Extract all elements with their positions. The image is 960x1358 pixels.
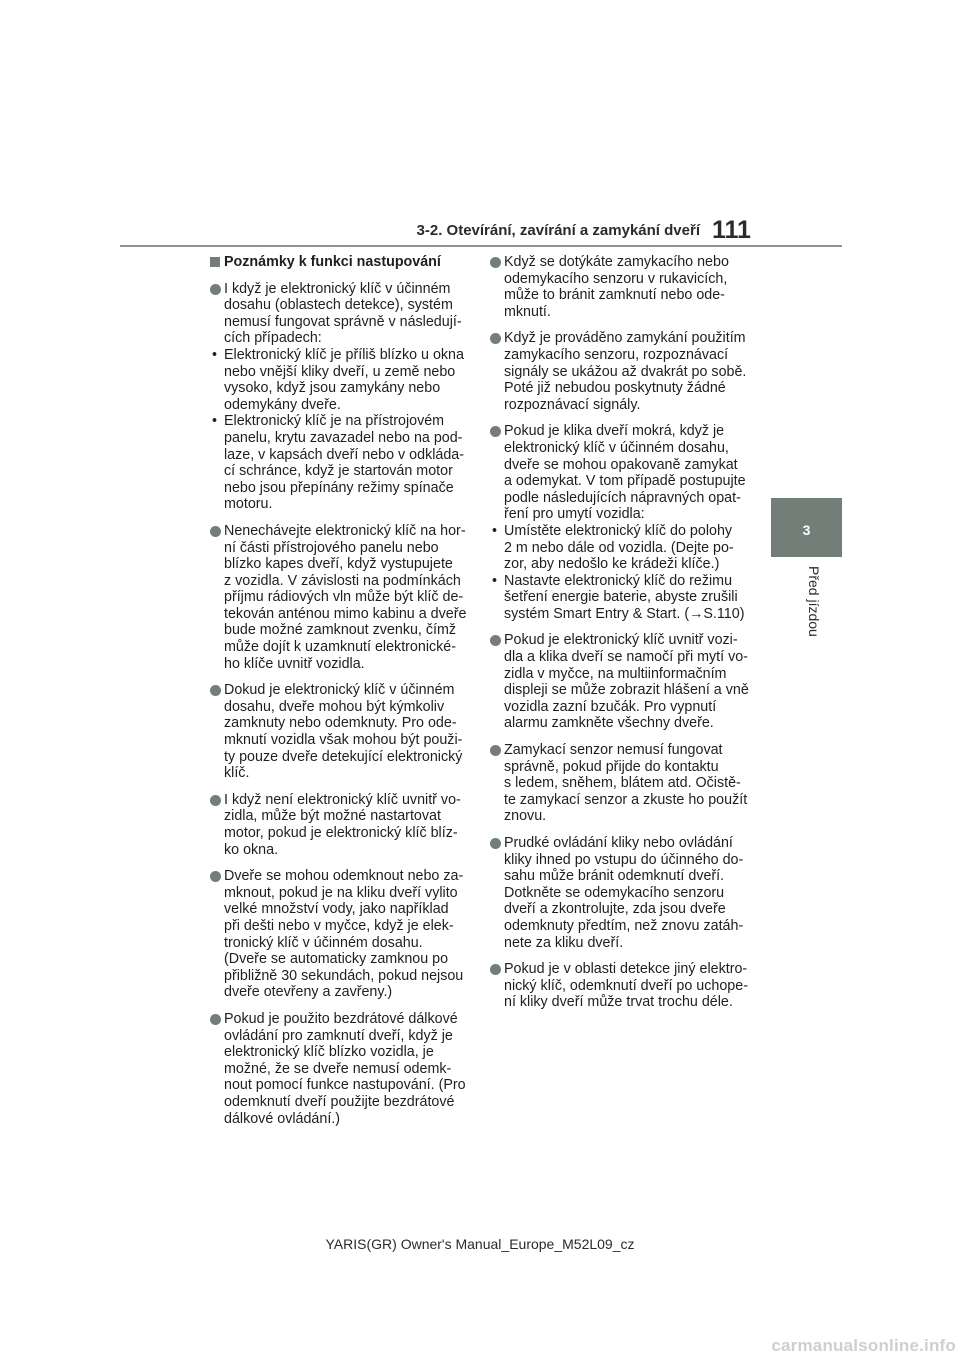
text-line: Zamykací senzor nemusí fungovat xyxy=(504,742,723,759)
text-line: příjmu rádiových vln může být klíč de- xyxy=(224,589,464,606)
chapter-tab xyxy=(771,498,842,557)
text-line: panelu, krytu zavazadel nebo na pod- xyxy=(224,429,463,446)
text-line: a odemykat. V tom případě postupujte xyxy=(504,473,746,490)
text-line: správně, pokud přijde do kontaktu xyxy=(504,758,719,775)
manual-id: YARIS(GR) Owner's Manual_Europe_M52L09_cz xyxy=(325,1236,635,1252)
text-line: bude možné zamknout zvenku, čímž xyxy=(224,622,457,639)
text-line: mknutí vozidla však mohou být použi- xyxy=(224,732,463,749)
text-line: Pokud je použito bezdrátové dálkové xyxy=(224,1010,458,1027)
text-line: nebo vnější kliky dveří, u země nebo xyxy=(224,363,456,380)
text-line: Když je prováděno zamykání použitím xyxy=(504,330,746,347)
sub-bullet xyxy=(490,523,752,573)
heading-text: Poznámky k funkci nastupování xyxy=(224,254,441,270)
text-line: vozidla zazní bzučák. Pro vypnutí xyxy=(504,698,717,715)
text-line: zidla, může být možné nastartovat xyxy=(224,808,441,825)
page-number: 111 xyxy=(712,216,751,244)
note-item xyxy=(490,254,752,320)
text-line: dosahu, dveře mohou být kýmkoliv xyxy=(224,698,445,715)
text-line: Nenechávejte elektronický klíč na hor- xyxy=(224,522,466,539)
note-item xyxy=(490,835,752,951)
text-line: displeji se může zobrazit hlášení a vně xyxy=(504,682,749,699)
text-line: zamykacího senzoru, rozpoznávací xyxy=(504,346,729,363)
text-line: kliky ihned po vstupu do účinného do- xyxy=(504,851,744,868)
text-line: nout pomocí funkce nastupování. (Pro xyxy=(224,1077,466,1094)
text-line: tronický klíč v účinném dosahu. xyxy=(224,934,423,951)
section-title: 3-2. Otevírání, zavírání a zamykání dveří xyxy=(416,222,700,239)
round-bullet-icon xyxy=(490,635,501,646)
text-line: možné, že se dveře nemusí odemk- xyxy=(224,1060,452,1077)
text-line: odemknutí dveří použijte bezdrátové xyxy=(224,1093,455,1110)
text-line: Elektronický klíč je na přístrojovém xyxy=(224,413,445,430)
text-line: velké množství vody, jako například xyxy=(224,901,449,918)
text-line: blízko kapes dveří, když vystupujete xyxy=(224,556,453,573)
text-line: elektronický klíč blízko vozidla, je xyxy=(224,1044,434,1061)
chapter-number: 3 xyxy=(802,522,811,538)
text-line: dálkové ovládání.) xyxy=(224,1110,341,1127)
text-line: zor, aby nedošlo ke krádeži klíče.) xyxy=(504,556,720,573)
text-line: signály se ukážou až dvakrát po sobě. xyxy=(504,363,747,380)
text-line: (Dveře se automaticky zamknou po xyxy=(224,951,449,968)
text-line: Prudké ovládání kliky nebo ovládání xyxy=(504,835,733,851)
note-item xyxy=(490,330,752,413)
note-text xyxy=(224,868,472,1001)
note-item xyxy=(210,682,472,782)
text-line: I když je elektronický klíč v účinném xyxy=(224,280,451,297)
text-line: cí schránce, když je startován motor xyxy=(224,463,453,480)
note-item xyxy=(490,742,752,825)
text-line: přibližně 30 sekundách, pokud nejsou xyxy=(224,967,464,984)
note-text xyxy=(504,423,752,523)
sub-bullet-text xyxy=(504,573,752,623)
note-text xyxy=(224,523,472,672)
round-bullet-icon xyxy=(210,795,221,806)
text-line: ko okna. xyxy=(224,841,279,858)
watermark: carmanualsonline.info xyxy=(771,1336,956,1355)
note-text xyxy=(504,254,752,320)
note-item xyxy=(490,632,752,732)
round-bullet-icon xyxy=(210,871,221,882)
text-line: tekován anténou mimo kabinu a dveře xyxy=(224,605,467,622)
round-bullet-icon xyxy=(210,1014,221,1025)
text-line: te zamykací senzor a zkuste ho použít xyxy=(504,791,748,808)
text-line: s ledem, sněhem, blátem atd. Očistě- xyxy=(504,775,741,792)
header-rule xyxy=(120,245,842,247)
text-line: dveří a zkontrolujte, zda jsou dveře xyxy=(504,901,726,918)
round-bullet-icon xyxy=(210,685,221,696)
round-bullet-icon xyxy=(490,426,501,437)
round-bullet-icon xyxy=(490,745,501,756)
note-item xyxy=(210,1011,472,1127)
note-text xyxy=(224,1011,472,1127)
note-text xyxy=(224,792,472,858)
text-line: dveře otevřeny a zavřeny.) xyxy=(224,984,393,1001)
text-line: odemknuty předtím, než znovu zatáh- xyxy=(504,917,744,934)
text-line: ní kliky dveří může trvat trochu déle. xyxy=(504,994,733,1011)
text-line: dosahu (oblastech detekce), systém xyxy=(224,297,453,314)
text-line: ovládání pro zamknutí dveří, když je xyxy=(224,1027,453,1044)
text-line: dveře se mohou opakovaně zamykat xyxy=(504,456,738,473)
note-text xyxy=(504,330,752,413)
note-item xyxy=(210,281,472,513)
text-line: zidla v myčce, na multiinformačním xyxy=(504,665,727,682)
text-line: nický klíč, odemknutí dveří po uchope- xyxy=(504,977,748,994)
text-line: vysoko, když jsou zamykány nebo xyxy=(224,380,441,397)
text-line: zamknuty nebo odemknuty. Pro ode- xyxy=(224,715,457,732)
text-line: Dveře se mohou odemknout nebo za- xyxy=(224,868,464,885)
text-line: Poté již nebudou poskytnuty žádné xyxy=(504,380,726,397)
text-line: motor, pokud je elektronický klíč blíz- xyxy=(224,825,458,841)
note-text xyxy=(504,835,752,951)
text-line: rozpoznávací signály. xyxy=(504,396,641,413)
text-line: Dokud je elektronický klíč v účinném xyxy=(224,682,455,699)
sub-bullet xyxy=(490,573,752,623)
square-bullet-icon xyxy=(210,257,220,267)
text-line: podle následujících nápravných opat- xyxy=(504,489,741,506)
text-line: může dojít k uzamknutí elektronické- xyxy=(224,639,457,656)
text-line: ho klíče uvnitř vozidla. xyxy=(224,655,365,672)
note-text xyxy=(224,682,472,782)
text-line: při dešti nebo v myčce, když je elek- xyxy=(224,917,454,934)
note-item xyxy=(210,868,472,1001)
right-column xyxy=(490,254,752,1021)
text-line: šetření energie baterie, abyste zrušili xyxy=(504,589,738,606)
text-line: nemusí fungovat správně v následují- xyxy=(224,313,462,330)
text-line: cích případech: xyxy=(224,330,322,347)
text-line: Když se dotýkáte zamykacího nebo xyxy=(504,254,729,270)
note-text xyxy=(504,632,752,732)
note-item xyxy=(490,961,752,1011)
text-line: Umístěte elektronický klíč do polohy xyxy=(504,522,733,539)
text-line: nete za kliku dveří. xyxy=(504,934,624,951)
sub-bullet-text xyxy=(224,347,472,413)
text-line: Dotkněte se odemykacího senzoru xyxy=(504,884,725,901)
text-line: odemykány dveře. xyxy=(224,396,341,413)
text-line: odemykacího senzoru v rukavicích, xyxy=(504,270,728,287)
note-text xyxy=(224,281,472,347)
text-line: mknout, pokud je na kliku dveří vylito xyxy=(224,884,458,901)
sub-bullet xyxy=(210,413,472,513)
note-item xyxy=(210,792,472,858)
bullet-icon: • xyxy=(212,413,218,430)
sub-bullet-text xyxy=(224,413,472,513)
round-bullet-icon xyxy=(490,964,501,975)
text-line: může to bránit zamknutí nebo ode- xyxy=(504,287,725,304)
round-bullet-icon xyxy=(490,838,501,849)
text-line: Pokud je v oblasti detekce jiný elektro- xyxy=(504,961,748,978)
section-heading xyxy=(210,254,472,271)
note-text xyxy=(504,961,752,1011)
round-bullet-icon xyxy=(210,526,221,537)
round-bullet-icon xyxy=(210,284,221,295)
text-line: elektronický klíč v účinném dosahu, xyxy=(504,439,729,456)
text-line: systém Smart Entry & Start. (→S.110) xyxy=(504,605,745,622)
text-line: Nastavte elektronický klíč do režimu xyxy=(504,572,733,589)
chapter-title: Před jízdou xyxy=(806,566,822,637)
bullet-icon: • xyxy=(492,572,498,589)
text-line: Pokud je klika dveří mokrá, když je xyxy=(504,423,725,440)
text-line: Elektronický klíč je příliš blízko u okna xyxy=(224,346,464,363)
text-line: ty pouze dveře detekující elektronický xyxy=(224,748,463,765)
text-line: nebo jsou přepínány režimy spínače xyxy=(224,479,454,496)
note-item xyxy=(210,523,472,672)
sub-bullet-text xyxy=(504,523,752,573)
text-line: I když není elektronický klíč uvnitř vo- xyxy=(224,791,461,808)
text-line: laze, v kapsách dveří nebo v odkláda- xyxy=(224,446,465,463)
text-line: ření pro umytí vozidla: xyxy=(504,506,645,523)
text-line: alarmu zamkněte všechny dveře. xyxy=(504,715,714,732)
text-line: klíč. xyxy=(224,765,250,782)
text-line: dla a klika dveří se namočí při mytí vo- xyxy=(504,649,748,666)
note-item xyxy=(490,423,752,622)
round-bullet-icon xyxy=(490,257,501,268)
text-line: znovu. xyxy=(504,808,547,825)
bullet-icon: • xyxy=(492,522,498,539)
text-line: 2 m nebo dále od vozidla. (Dejte po- xyxy=(504,539,734,556)
bullet-icon: • xyxy=(212,346,218,363)
text-line: Pokud je elektronický klíč uvnitř vozi- xyxy=(504,632,738,649)
sub-bullet xyxy=(210,347,472,413)
left-column xyxy=(210,254,472,1137)
text-line: ní části přístrojového panelu nebo xyxy=(224,539,439,556)
text-line: motoru. xyxy=(224,496,273,513)
text-line: sahu může bránit odemknutí dveří. xyxy=(504,868,725,885)
note-text xyxy=(504,742,752,825)
round-bullet-icon xyxy=(490,333,501,344)
text-line: mknutí. xyxy=(504,303,551,320)
text-line: z vozidla. V závislosti na podmínkách xyxy=(224,572,461,589)
